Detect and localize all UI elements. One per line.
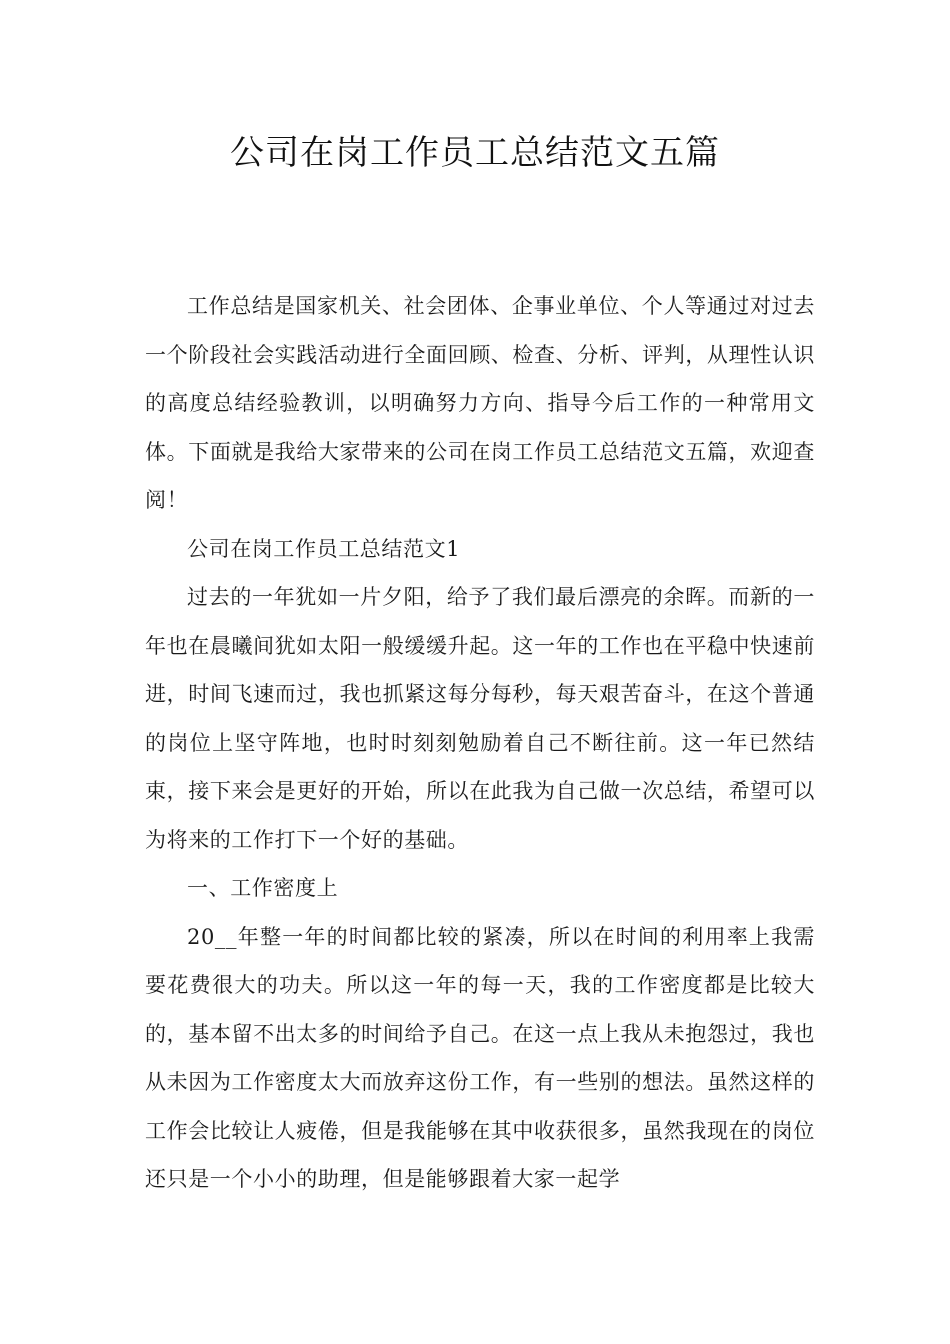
intro-paragraph: 工作总结是国家机关、社会团体、企事业单位、个人等通过对过去一个阶段社会实践活动进行全面回顾、检查、分析、评判，从理性认识的高度总结经验教训，以明确努力方向、指导今后工作的一种常用文体。下面就是我给大家带来的公司在岗工作员工总结范文五篇，欢迎查阅！ bbox=[145, 294, 815, 512]
subsection-heading: 一、工作密度上 bbox=[187, 876, 339, 900]
document-body bbox=[145, 282, 815, 1204]
document-title: 公司在岗工作员工总结范文五篇 bbox=[230, 133, 720, 173]
section-heading: 公司在岗工作员工总结范文1 bbox=[187, 536, 461, 561]
body-paragraph: 过去的一年犹如一片夕阳，给予了我们最后漂亮的余晖。而新的一年也在晨曦间犹如太阳一般缓缓升起。这一年的工作也在平稳中快速前进，时间飞速而过，我也抓紧这每分每秒，每天艰苦奋斗，在这个普通的岗位上坚守阵地，也时时刻刻勉励着自己不断往前。这一年已然结束，接下来会是更好的开始，所以在此我为自己做一次总结，希望可以为将来的工作打下一个好的基础。 bbox=[145, 585, 815, 852]
body-paragraph: 20__年整一年的时间都比较的紧凑，所以在时间的利用率上我需要花费很大的功夫。所以这一年的每一天，我的工作密度都是比较大的，基本留不出太多的时间给予自己。在这一点上我从未抱怨过，我也从未因为工作密度太大而放弃这份工作，有一些别的想法。虽然这样的工作会比较让人疲倦，但是我能够在其中收获很多，虽然我现在的岗位还只是一个小小的助理，但是能够跟着大家一起学 bbox=[145, 924, 815, 1191]
